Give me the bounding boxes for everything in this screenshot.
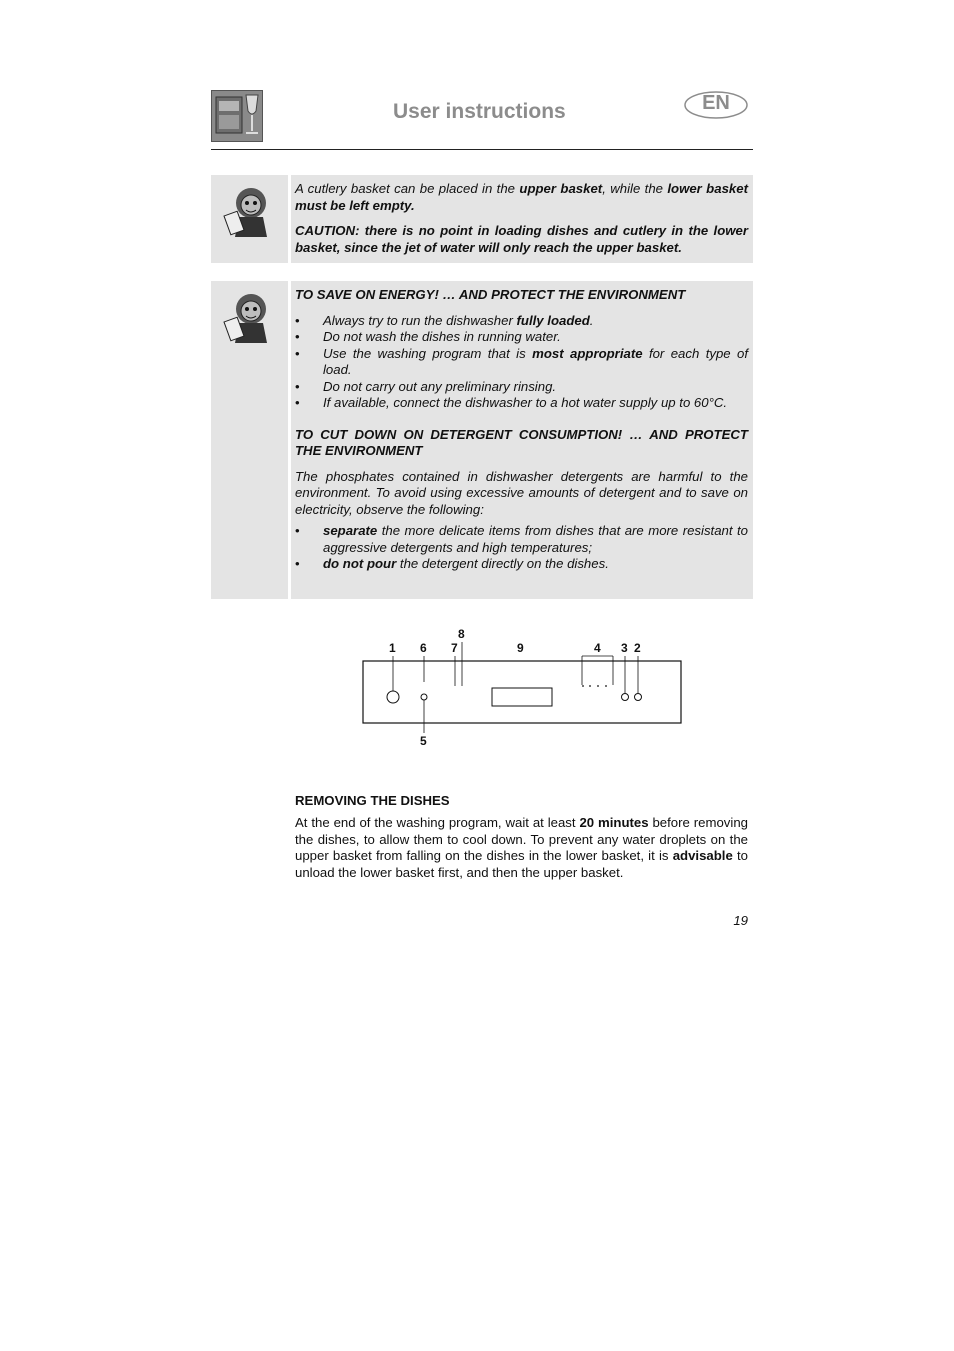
note-text [295, 181, 748, 256]
label-5: 5 [420, 734, 427, 748]
tips-text [295, 287, 748, 573]
list-item: • Use the washing program that is most appropriate for each type of load. [295, 345, 748, 377]
panel-outline [363, 661, 681, 723]
page-title: User instructions [393, 100, 566, 123]
removing-paragraph: At the end of the washing program, wait at least 20 minutes before removing the dishes, to allow them to cool down. To prevent any water droplets on the upper basket from falling on the dishes in the lower basket, it is advisable to unload the lower basket first, and then the upper basket. [295, 815, 748, 880]
page-number: 19 [733, 913, 748, 928]
label-1: 1 [389, 641, 396, 655]
language-code: EN [702, 92, 730, 114]
label-2: 2 [634, 641, 641, 655]
label-9: 9 [517, 641, 524, 655]
note-icon-cell [211, 175, 291, 263]
label-8: 8 [458, 627, 465, 641]
detergent-paragraph: The phosphates contained in dishwasher detergents are harmful to the environment. To avoid using excessive amounts of detergent and to save on electricity, observe the following: [295, 468, 748, 517]
label-7: 7 [451, 641, 458, 655]
energy-tips-list [295, 313, 748, 412]
list-item: • Do not carry out any preliminary rinsing. [295, 378, 557, 394]
detergent-heading: TO CUT DOWN ON DETERGENT CONSUMPTION! … AND PROTECT THE ENVIRONMENT [295, 426, 748, 458]
detergent-tips-list [295, 523, 748, 573]
cutlery-note-box [211, 175, 753, 263]
caution-paragraph: CAUTION: there is no point in loading dishes and cutlery in the lower basket, since the jet of water will only reach the upper basket. [295, 223, 748, 255]
cartoon-character-icon [223, 183, 275, 239]
header-divider [211, 149, 753, 150]
energy-heading: TO SAVE ON ENERGY! … AND PROTECT THE ENVIRONMENT [295, 287, 686, 302]
control-panel-diagram [352, 620, 692, 755]
display-window [492, 688, 552, 706]
list-item: • Always try to run the dishwasher fully loaded. [295, 312, 594, 328]
label-3: 3 [621, 641, 628, 655]
cartoon-character-icon [223, 289, 275, 345]
removing-heading: REMOVING THE DISHES [295, 793, 450, 808]
label-4: 4 [594, 641, 601, 655]
energy-tips-box [211, 281, 753, 599]
language-badge [684, 90, 748, 120]
main-switch-knob [387, 691, 399, 703]
note-paragraph-1: A cutlery basket can be placed in the upper basket, while the lower basket must be left empty. [295, 181, 748, 213]
list-item: • separate the more delicate items from dishes that are more resistant to aggressive detergents and high temperatures; [295, 523, 748, 555]
list-item: • do not pour the detergent directly on the dishes. [295, 556, 609, 571]
dishwasher-logo-icon [211, 90, 263, 142]
tips-icon-cell [211, 281, 291, 599]
list-item: • If available, connect the dishwasher to a hot water supply up to 60°C. [295, 395, 728, 410]
label-6: 6 [420, 641, 427, 655]
list-item: • Do not wash the dishes in running water. [295, 329, 561, 344]
